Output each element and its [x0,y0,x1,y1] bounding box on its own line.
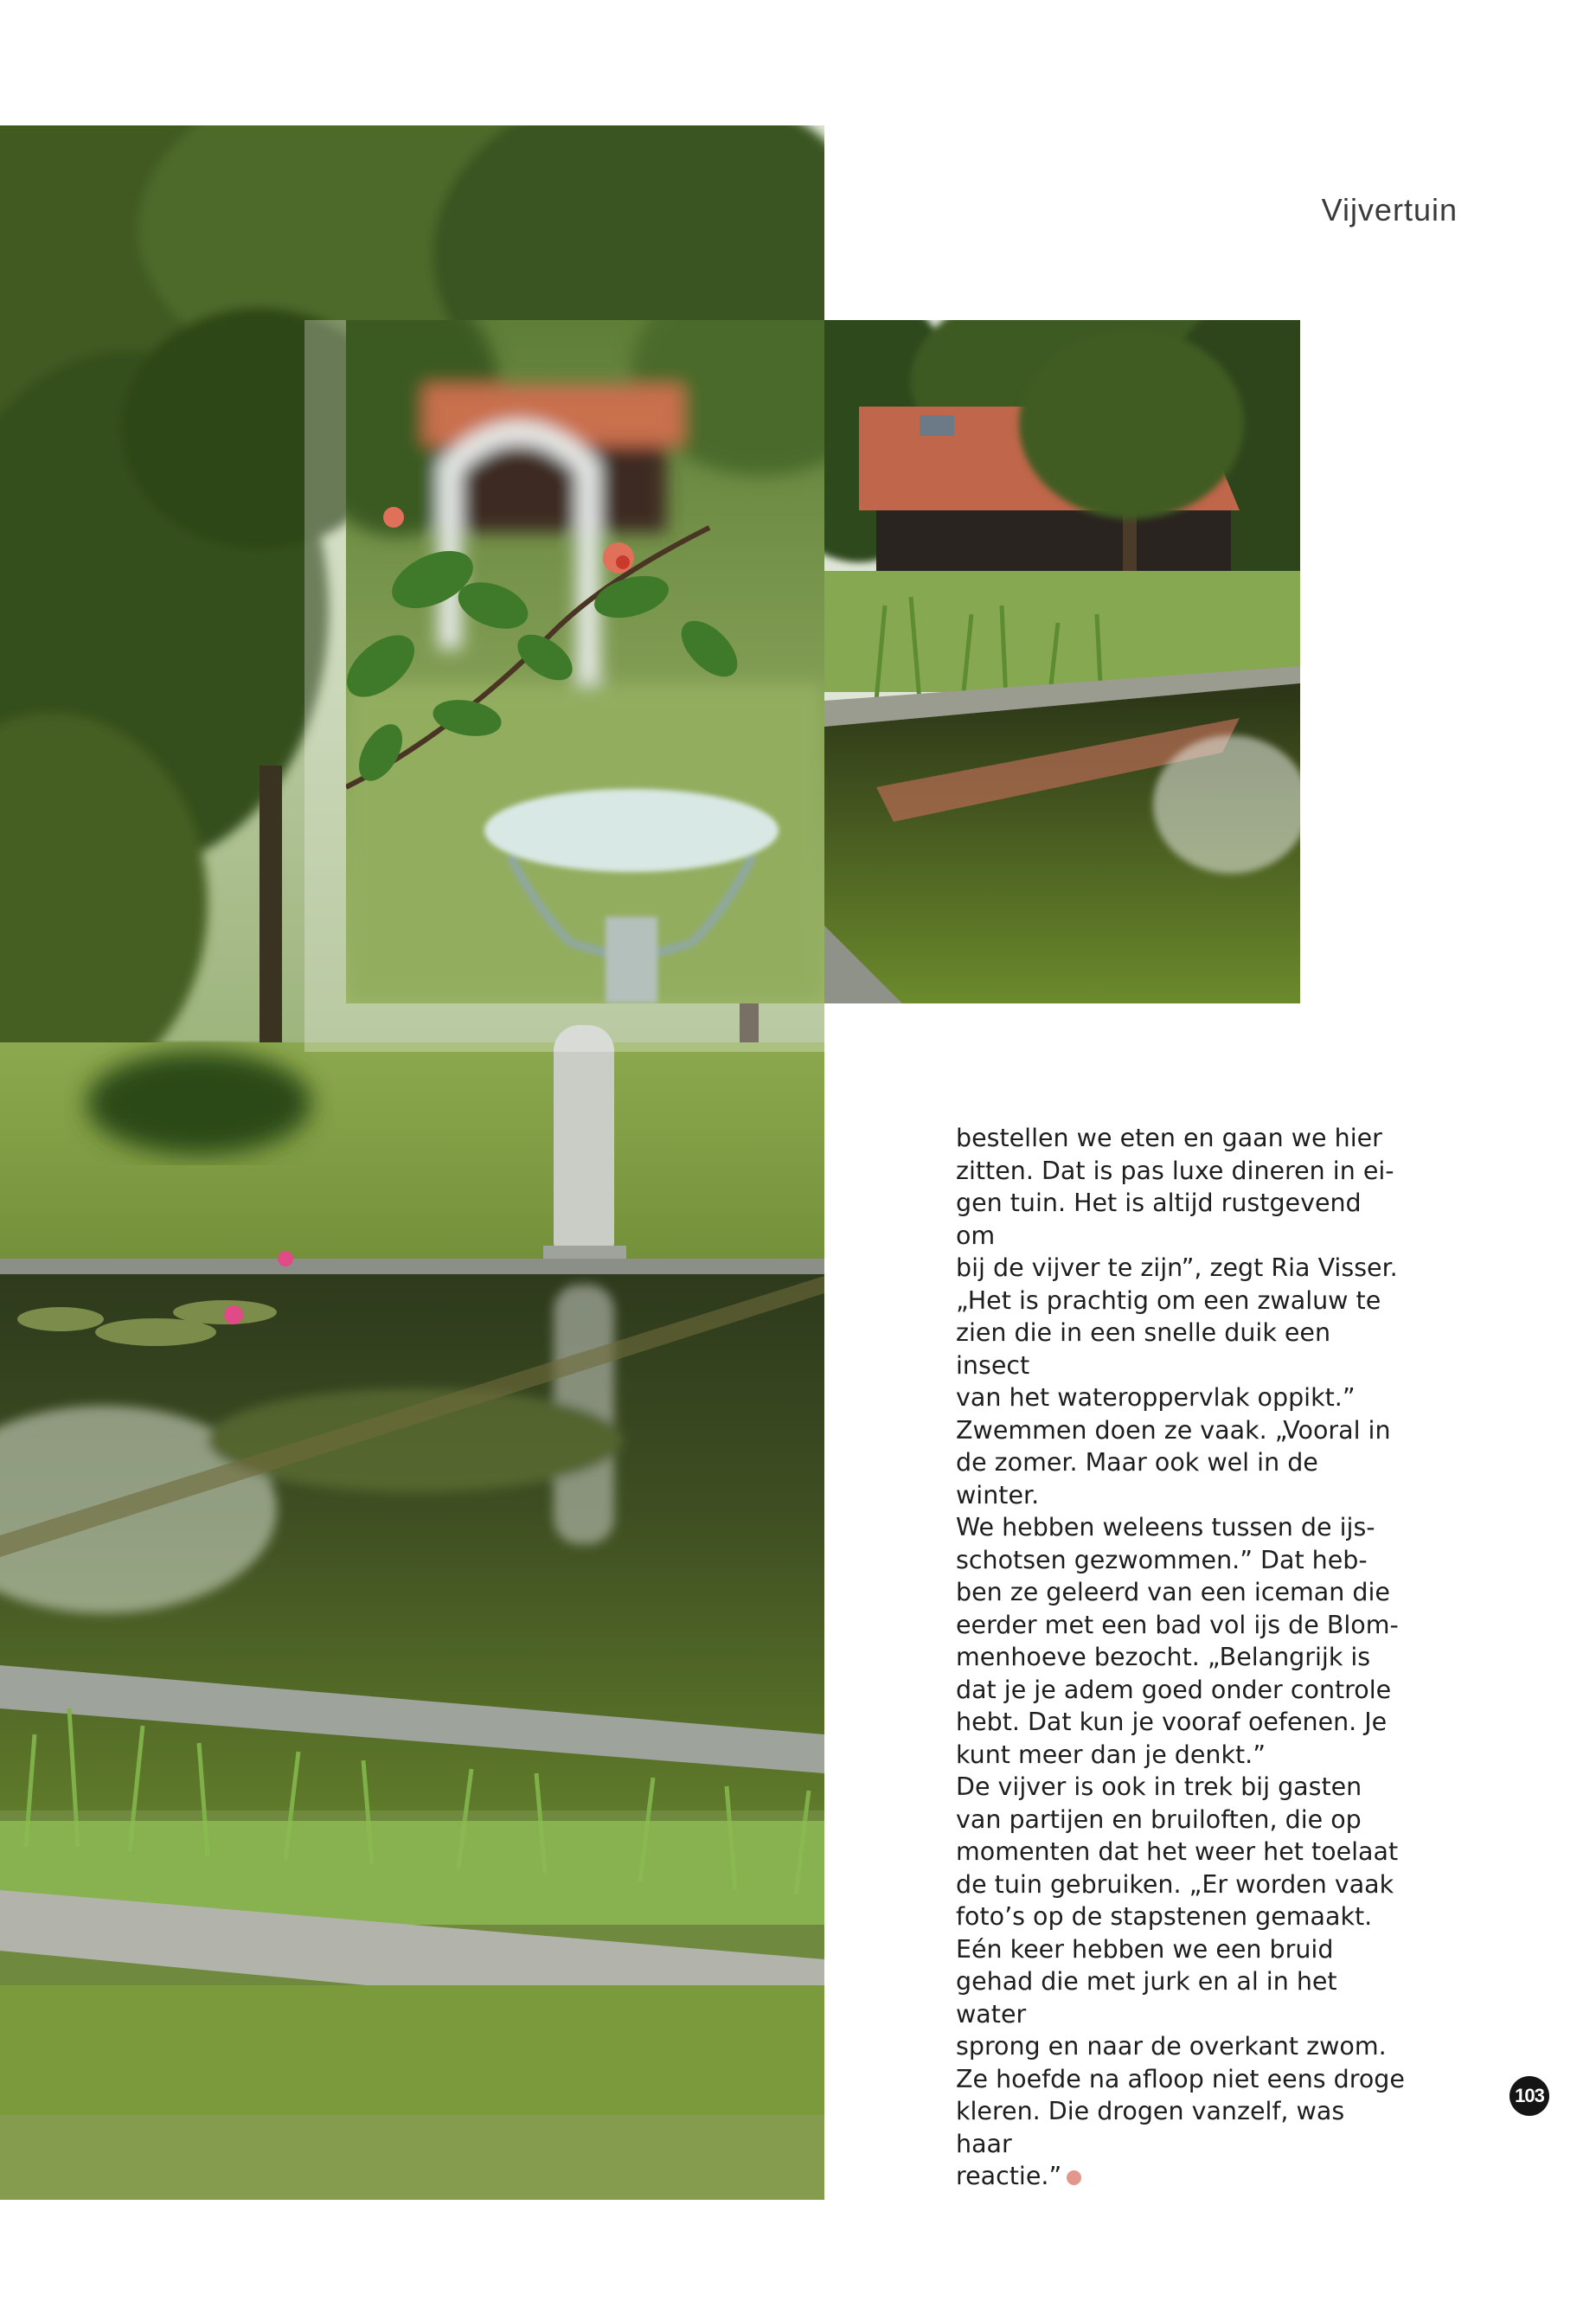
article-paragraph: bestellen we eten en gaan we hier zitten. Dat is pas luxe dineren in ei- gen tuin. Het is altijd rustgevend om bij de vijver te zijn”, zegt Ria Visser. „Het is prachtig om een zwaluw te zien die in een snelle duik een insect van het wateroppervlak oppikt.” Zwemmen doen ze vaak. „Vooral in de zomer. Maar ook wel in de winter. We hebben weleens tussen de ijs- schotsen gezwommen.” Dat heb- ben ze geleerd van een iceman die eerder met een bad vol ijs de Blom- menhoeve bezocht. „Belangrijk is dat je je adem goed onder controle hebt. Dat kun je vooraf oefenen. Je kunt meer dan je denkt.” [956,1124,1399,1769]
rose-garden-table-photo [346,320,824,1003]
barn-pond-photo [824,320,1300,1003]
article-paragraph-text: De vijver is ook in trek bij gasten van partijen en bruiloften, die op momenten dat het weer het toelaat de tuin gebruiken. „Er worden vaak foto’s op de stapstenen gemaakt. Eén keer hebben we een bruid gehad die met jurk en al in het water sprong en naar de overkant zwom. Ze hoefde na afloop niet eens droge kleren. Die drogen vanzelf, was haar reactie.” [956,1772,1405,2190]
page-number: 103 [1509,2076,1549,2116]
end-mark-dot [1067,2170,1081,2185]
article-body [956,1122,1406,2193]
section-label: Vijvertuin [1321,192,1458,228]
article-paragraph-last [956,1771,1406,2193]
